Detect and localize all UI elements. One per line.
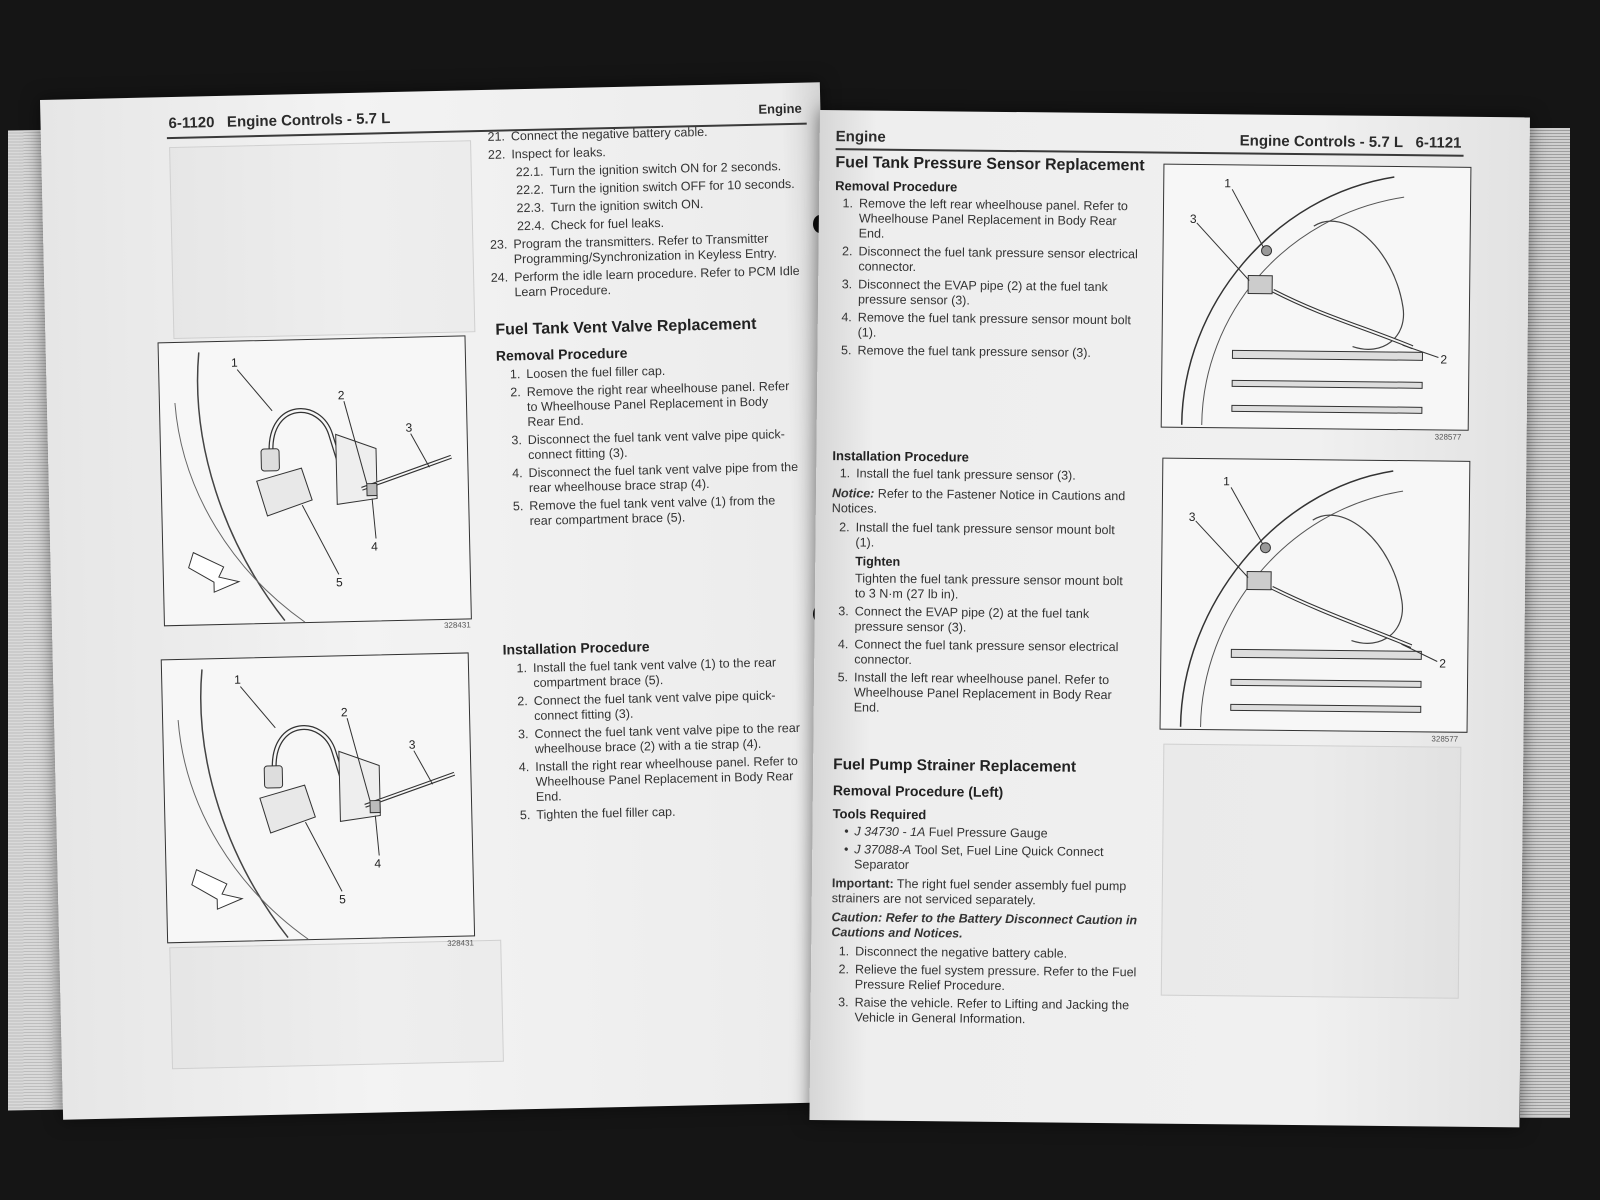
list-item: 1. Disconnect the negative battery cable. — [838, 944, 1068, 961]
tools-heading: Tools Required — [832, 806, 927, 823]
tighten-label: Tighten — [855, 554, 901, 569]
callout-label: 5 — [335, 575, 343, 590]
list-item: 3. Connect the EVAP pipe (2) at the fuel tank pressure sensor (3). — [838, 604, 1090, 635]
list-item: 5. Remove the fuel tank pressure sensor (3). — [840, 343, 1091, 360]
installation-step-2 — [825, 520, 1135, 556]
list-item: 1. Remove the left rear wheelhouse panel. Refer to Wheelhouse Panel Replacement in Body Rear End. — [842, 196, 1128, 241]
removal-left-heading: Removal Procedure (Left) — [832, 782, 1004, 800]
list-item: 2. Install the fuel tank pressure sensor mount bolt (1). — [839, 520, 1115, 550]
callout-label: 2 — [1440, 352, 1448, 367]
left-page-number: 6-1120 — [168, 114, 215, 133]
section-title-pressure-sensor: Fuel Tank Pressure Sensor Replacement — [835, 154, 1145, 175]
list-item: 4. Connect the fuel tank pressure sensor electrical connector. — [837, 637, 1119, 667]
callout-label: 1 — [1224, 176, 1232, 191]
callout-label: 2 — [337, 388, 345, 403]
list-item: 1. Loosen the fuel filler cap. — [509, 363, 666, 382]
installation-steps-list — [824, 604, 1135, 721]
list-item: 22.1. Turn the ignition switch ON for 2 seconds. — [515, 159, 782, 180]
pressure-sensor-installation-figure — [1160, 458, 1471, 733]
callout-label: 1 — [230, 355, 238, 370]
callout-label: 2 — [340, 705, 348, 720]
removal-heading: Removal Procedure — [835, 178, 958, 195]
left-page-header — [168, 110, 390, 132]
installation-step-1 — [826, 466, 1136, 487]
list-item: 5. Install the left rear wheelhouse panel. Refer to Wheelhouse Panel Replacement in Body Rear End. — [837, 670, 1112, 715]
list-item: 23. Program the transmitters. Refer to Transmitter Programming/Synchronization in Keyless Entry. — [489, 231, 777, 267]
callout-label: 3 — [408, 737, 416, 752]
list-item: 4. Remove the fuel tank pressure sensor mount bolt (1). — [841, 310, 1131, 340]
right-page-number: 6-1121 — [1415, 134, 1462, 152]
left-tab-label: Engine — [758, 100, 802, 117]
figure-id: 328577 — [1431, 734, 1459, 744]
vent-valve-illustration — [162, 653, 474, 942]
list-item: 3. Disconnect the EVAP pipe (2) at the fuel tank pressure sensor (3). — [841, 277, 1108, 308]
section-title-fuel-pump-strainer: Fuel Pump Strainer Replacement — [833, 756, 1077, 776]
left-page — [40, 82, 843, 1119]
list-item: 3. Raise the vehicle. Refer to Lifting and Jacking the Vehicle in General Information. — [838, 995, 1130, 1027]
list-item: 22.3. Turn the ignition switch ON. — [516, 196, 704, 216]
tighten-spec: Tighten the fuel tank pressure sensor mount bolt to 3 N·m (27 lb in). — [854, 571, 1123, 602]
bleed-through-figure — [169, 940, 504, 1070]
callout-label: 1 — [1223, 474, 1230, 489]
list-item: 22. Inspect for leaks. — [487, 145, 606, 162]
tools-list — [838, 824, 1139, 878]
callout-label: 2 — [1439, 656, 1446, 671]
callout-label: 3 — [1189, 211, 1197, 226]
list-item: 22.4. Check for fuel leaks. — [516, 215, 665, 234]
list-item: 24. Perform the idle learn procedure. Refer to PCM Idle Learn Procedure. — [490, 263, 800, 300]
list-item: 3. Connect the fuel tank vent valve pipe to the rear wheelhouse brace (2) with a tie strap (4). — [517, 720, 801, 756]
list-item: • J 37088-A Tool Set, Fuel Line Quick Connect Separator — [843, 842, 1104, 872]
removal-heading: Removal Procedure — [495, 344, 628, 364]
installation-heading: Installation Procedure — [502, 638, 650, 658]
list-item: 3. Disconnect the fuel tank vent valve pipe quick-connect fitting (3). — [511, 427, 786, 463]
pressure-sensor-removal-figure — [1161, 164, 1472, 431]
list-item: 4. Disconnect the fuel tank vent valve pipe from the rear wheelhouse brace strap (4). — [511, 459, 799, 496]
notice-paragraph: Notice: Refer to the Fastener Notice in Cautions and Notices. — [831, 486, 1126, 516]
installation-steps-list — [503, 655, 807, 827]
section-title-vent-valve: Fuel Tank Vent Valve Replacement — [495, 315, 757, 339]
pressure-sensor-illustration — [1161, 459, 1470, 732]
vent-valve-illustration — [159, 336, 471, 625]
strainer-removal-steps — [824, 944, 1141, 1031]
callout-label: 3 — [405, 420, 413, 435]
callout-label: 1 — [234, 672, 242, 687]
callout-label: 5 — [339, 892, 347, 907]
right-running-title: Engine Controls - 5.7 L — [1239, 132, 1404, 152]
caution-paragraph: Caution: Refer to the Battery Disconnect Caution in Cautions and Notices. — [831, 910, 1138, 941]
installation-heading: Installation Procedure — [832, 448, 969, 465]
list-item: 21. Connect the negative battery cable. — [487, 124, 708, 144]
right-page-header — [1240, 132, 1462, 151]
list-item: 2. Connect the fuel tank vent valve pipe quick-connect fitting (3). — [517, 688, 776, 723]
callout-label: 4 — [374, 856, 382, 871]
pressure-sensor-illustration — [1162, 165, 1471, 430]
figure-id: 328431 — [443, 620, 471, 630]
list-item: 4. Install the right rear wheelhouse panel. Refer to Wheelhouse Panel Replacement in Body Rear End. — [518, 753, 799, 804]
vent-valve-removal-figure — [158, 335, 472, 626]
figure-id: 328431 — [447, 938, 475, 948]
removal-steps-list — [496, 361, 800, 533]
list-item: 22.2. Turn the ignition switch OFF for 10 seconds. — [516, 176, 795, 198]
list-item: 5. Remove the fuel tank vent valve (1) from the rear compartment brace (5). — [512, 493, 776, 528]
list-item: 2. Remove the right rear wheelhouse panel. Refer to Wheelhouse Panel Replacement in Body Rear End. — [510, 379, 790, 430]
list-item: 1. Install the fuel tank pressure sensor (3). — [839, 466, 1076, 483]
bleed-through-text — [529, 943, 809, 965]
bleed-through-figure — [169, 140, 475, 339]
left-running-title: Engine Controls - 5.7 L — [226, 110, 391, 131]
right-page — [809, 110, 1530, 1127]
bleed-through-figure — [1161, 744, 1462, 999]
figure-id: 328577 — [1434, 432, 1462, 442]
vent-valve-installation-figure — [161, 652, 475, 943]
bleed-through-text — [833, 365, 1133, 384]
continued-steps-list — [481, 123, 805, 304]
important-paragraph: Important: The right fuel sender assembly fuel pump strainers are not serviced separately. — [831, 876, 1127, 908]
callout-label: 3 — [1188, 509, 1196, 524]
list-item: 2. Disconnect the fuel tank pressure sensor electrical connector. — [842, 244, 1138, 275]
list-item: 5. Tighten the fuel filler cap. — [519, 804, 676, 823]
list-item: 1. Install the fuel tank vent valve (1) to the rear compartment brace (5). — [516, 655, 777, 690]
list-item: • J 34730 - 1A Fuel Pressure Gauge — [844, 824, 1048, 841]
removal-steps-list — [827, 196, 1139, 364]
right-tab-label: Engine — [835, 128, 886, 146]
callout-label: 4 — [371, 539, 379, 554]
list-item: 2. Relieve the fuel system pressure. Refer to the Fuel Pressure Relief Procedure. — [838, 962, 1137, 993]
